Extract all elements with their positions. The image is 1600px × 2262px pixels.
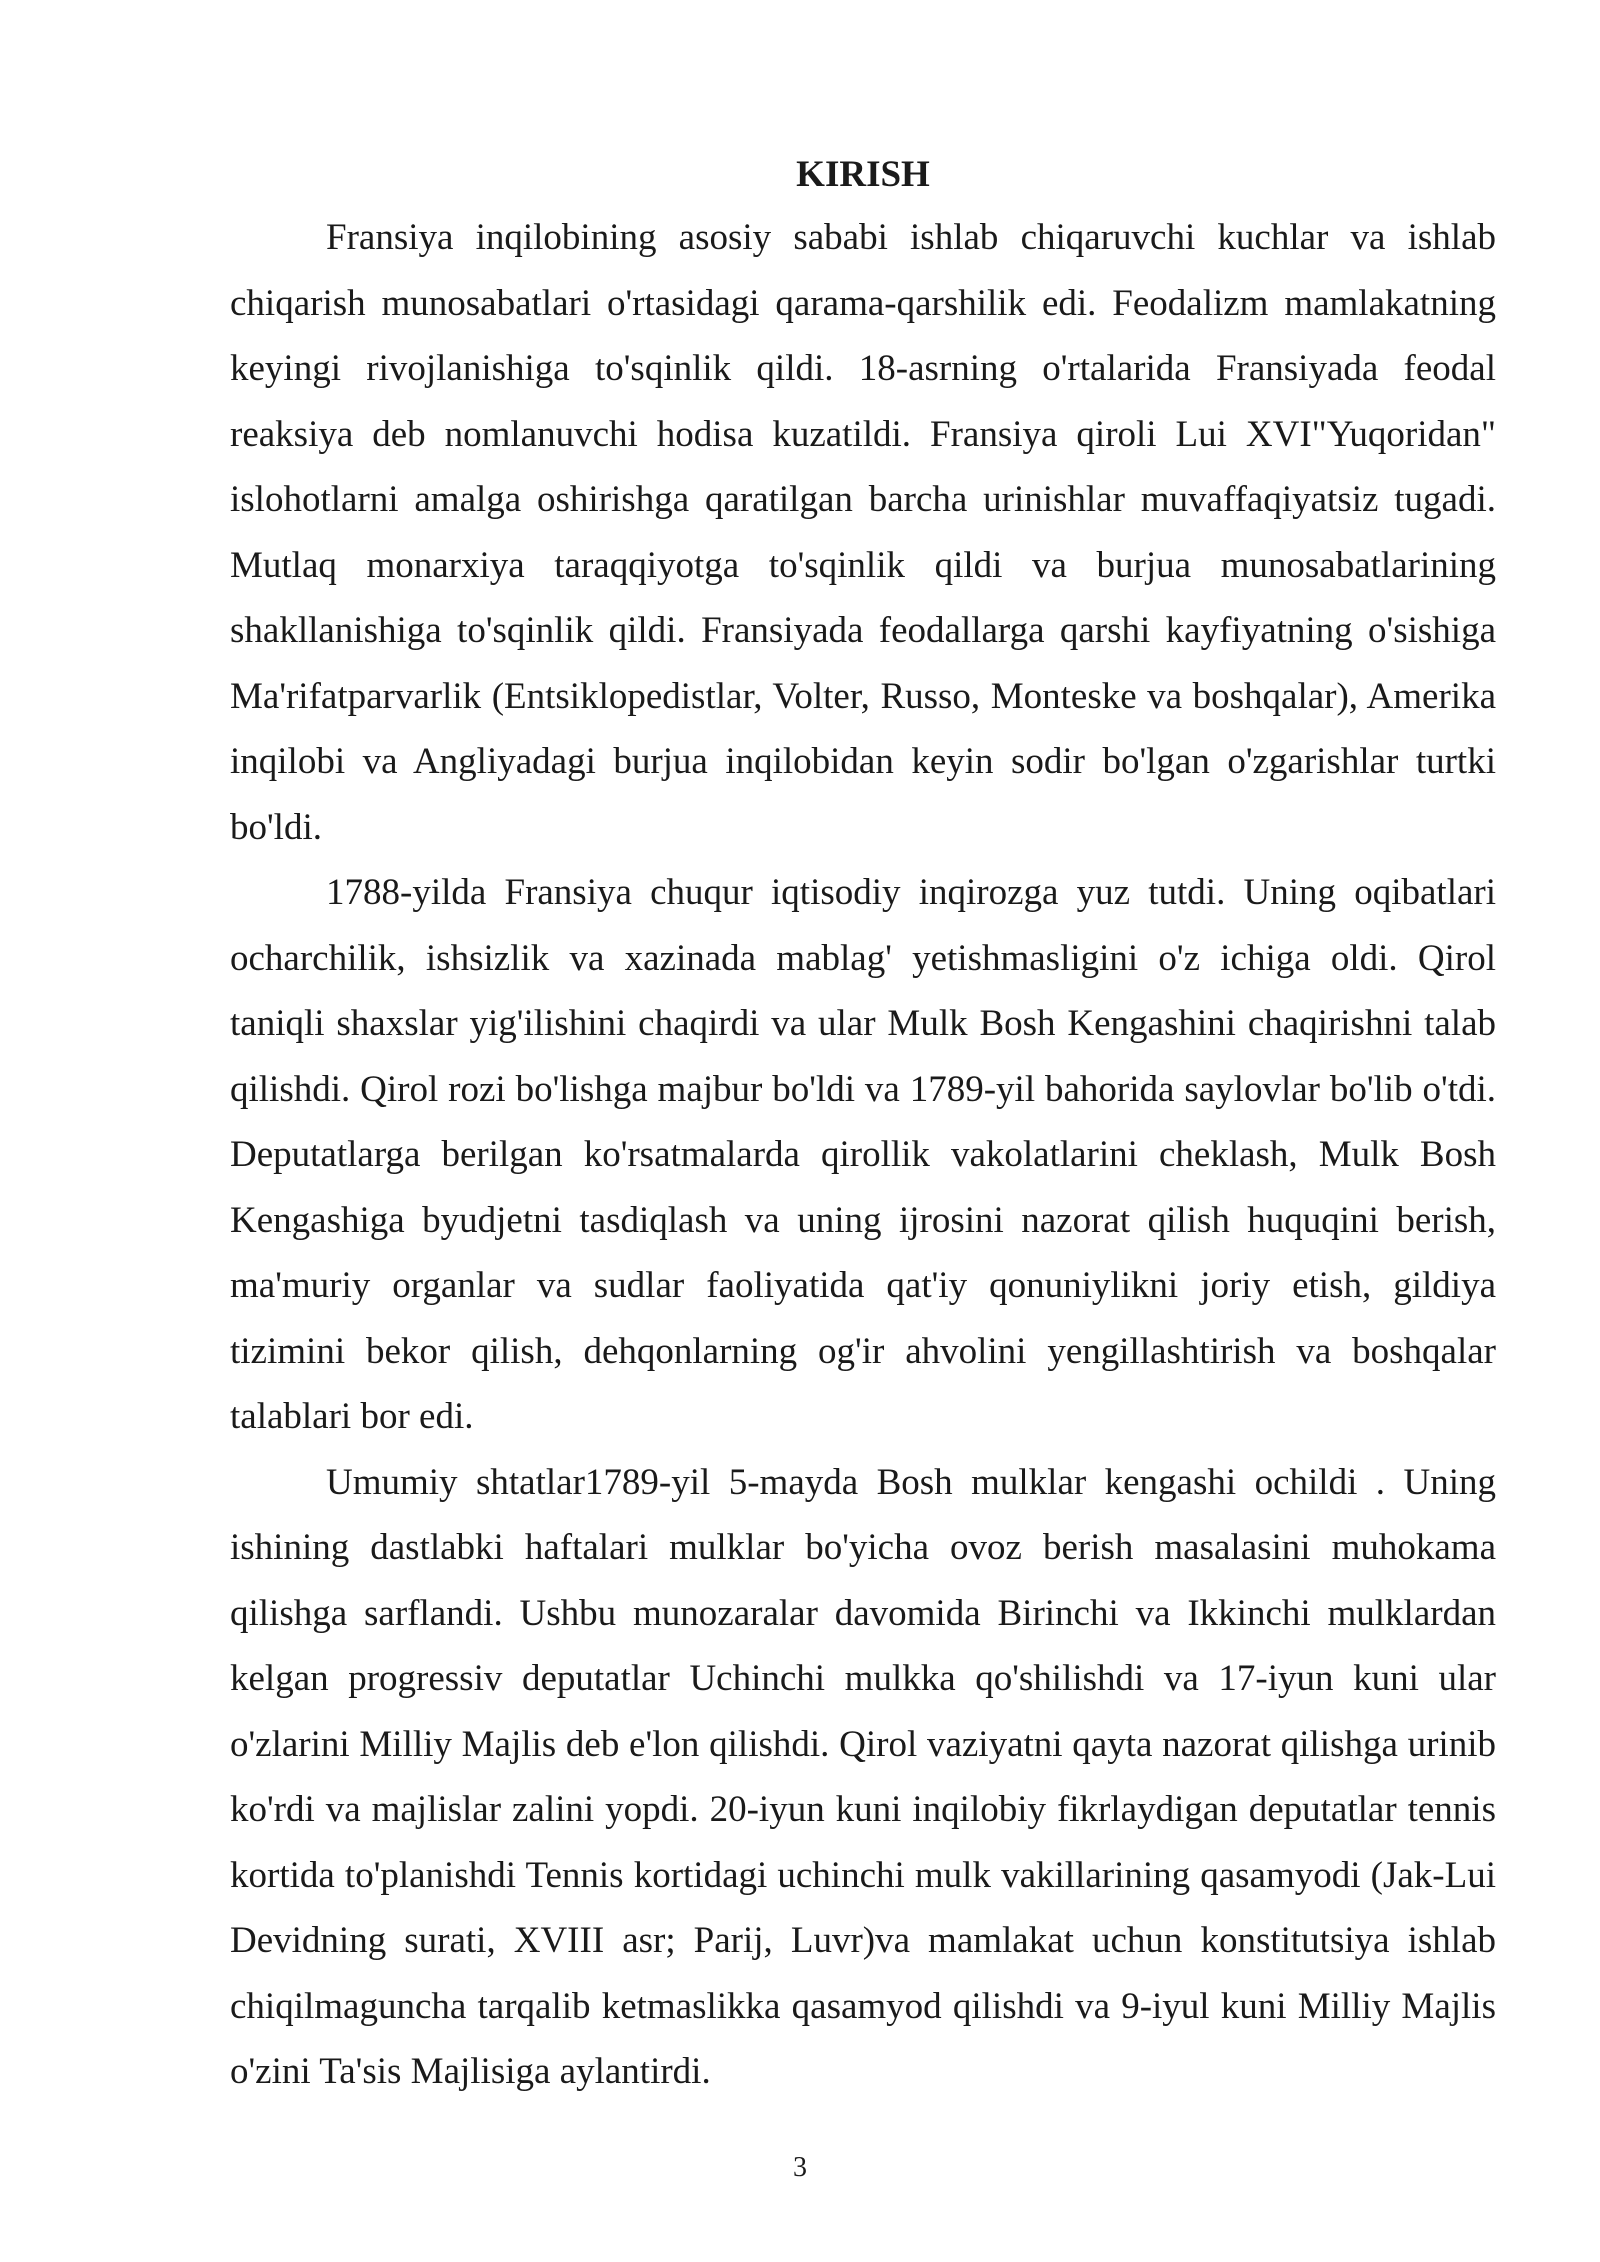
page-title: KIRISH	[796, 154, 930, 195]
page-content	[230, 145, 1496, 2105]
page-number: 3	[793, 2152, 807, 2183]
paragraph-1: Fransiya inqilobining asosiy sababi ishlab chiqaruvchi kuchlar va ishlab chiqarish munosabatlari o'rtasidagi qarama-qarshilik edi. Feodalizm mamlakatning keyingi rivojlanishiga to'sqinlik qildi. 18-asrning o'rtalarida Fransiyada feodal reaksiya deb nomlanuvchi hodisa kuzatildi. Fransiya qiroli Lui XVI"Yuqoridan" islohotlarni amalga oshirishga qaratilgan barcha urinishlar muvaffaqiyatsiz tugadi. Mutlaq monarxiya taraqqiyotga to'sqinlik qildi va burjua munosabatlarining shakllanishiga to'sqinlik qildi. Fransiyada feodallarga qarshi kayfiyatning o'sishiga Ma'rifatparvarlik (Entsiklopedistlar, Volter, Russo, Monteske va boshqalar), Amerika inqilobi va Angliyadagi burjua inqilobidan keyin sodir bo'lgan o'zgarishlar turtki bo'ldi.	[230, 217, 1496, 848]
paragraph-2: 1788-yilda Fransiya chuqur iqtisodiy inqirozga yuz tutdi. Uning oqibatlari ocharchilik, ishsizlik va xazinada mablag' yetishmasligini o'z ichiga oldi. Qirol taniqli shaxslar yig'ilishini chaqirdi va ular Mulk Bosh Kengashini chaqirishni talab qilishdi. Qirol rozi bo'lishga majbur bo'ldi va 1789-yil bahorida saylovlar bo'lib o'tdi. Deputatlarga berilgan ko'rsatmalarda qirollik vakolatlarini cheklash, Mulk Bosh Kengashiga byudjetni tasdiqlash va uning ijrosini nazorat qilish huquqini berish, ma'muriy organlar va sudlar faoliyatida qat'iy qonuniylikni joriy etish, gildiya tizimini bekor qilish, dehqonlarning og'ir ahvolini yengillashtirish va boshqalar talablari bor edi.	[230, 872, 1496, 1437]
paragraph-3: Umumiy shtatlar1789-yil 5-mayda Bosh mulklar kengashi ochildi . Uning ishining dastlabki haftalari mulklar bo'yicha ovoz berish masalasini muhokama qilishga sarflandi. Ushbu munozaralar davomida Birinchi va Ikkinchi mulklardan kelgan progressiv deputatlar Uchinchi mulkka qo'shilishdi va 17-iyun kuni ular o'zlarini Milliy Majlis deb e'lon qilishdi. Qirol vaziyatni qayta nazorat qilishga urinib ko'rdi va majlislar zalini yopdi. 20-iyun kuni inqilobiy fikrlaydigan deputatlar tennis kortida to'planishdi Tennis kortidagi uchinchi mulk vakillarining qasamyodi (Jak-Lui Devidning surati, XVIII asr; Parij, Luvr)va mamlakat uchun konstitutsiya ishlab chiqilmaguncha tarqalib ketmaslikka qasamyod qilishdi va 9-iyul kuni Milliy Majlis o'zini Ta'sis Majlisiga aylantirdi.	[230, 1461, 1496, 2092]
